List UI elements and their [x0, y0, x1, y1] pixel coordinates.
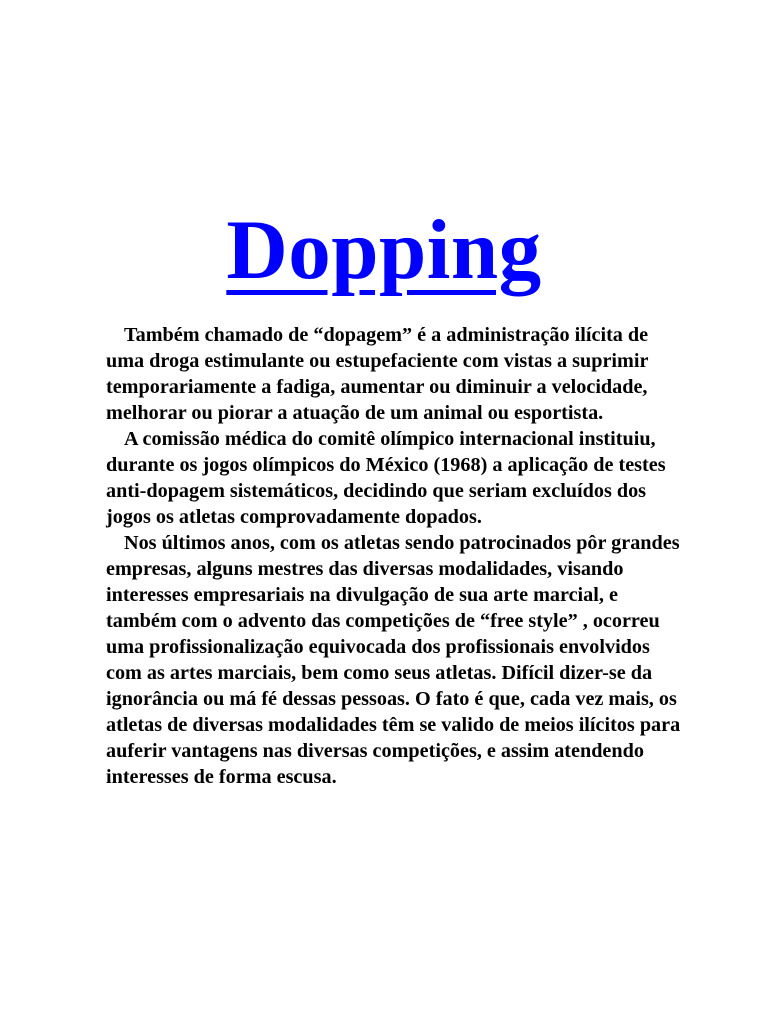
paragraph-3: Nos últimos anos, com os atletas sendo patrocinados pôr grandes empresas, alguns mestres das diversas modalidades, visando interesses empresariais na divulgação de sua arte marcial, e também com o advento das competições de “free style” , ocorreu uma profissionalização equivocada dos profissionais envolvidos com as artes marciais, bem como seus atletas. Difícil dizer-se da ignorância ou má fé dessas pessoas. O fato é que, cada vez mais, os atletas de diversas modalidades têm se valido de meios ilícitos para auferir vantagens nas diversas competições, e assim atendendo interesses de forma escusa.: [106, 532, 681, 788]
paragraph-2: A comissão médica do comitê olímpico internacional instituiu, durante os jogos olímpicos do México (1968) a aplicação de testes anti-dopagem sistemáticos, decidindo que seriam excluídos dos jogos os atletas comprovadamente dopados.: [106, 428, 666, 528]
document-title: Dopping: [226, 203, 542, 297]
paragraph-1: Também chamado de “dopagem” é a administração ilícita de uma droga estimulante ou estupefaciente com vistas a suprimir temporariamente a fadiga, aumentar ou diminuir a velocidade, melhorar ou piorar a atuação de um animal ou esportista.: [106, 324, 649, 424]
document-body: [106, 322, 686, 790]
